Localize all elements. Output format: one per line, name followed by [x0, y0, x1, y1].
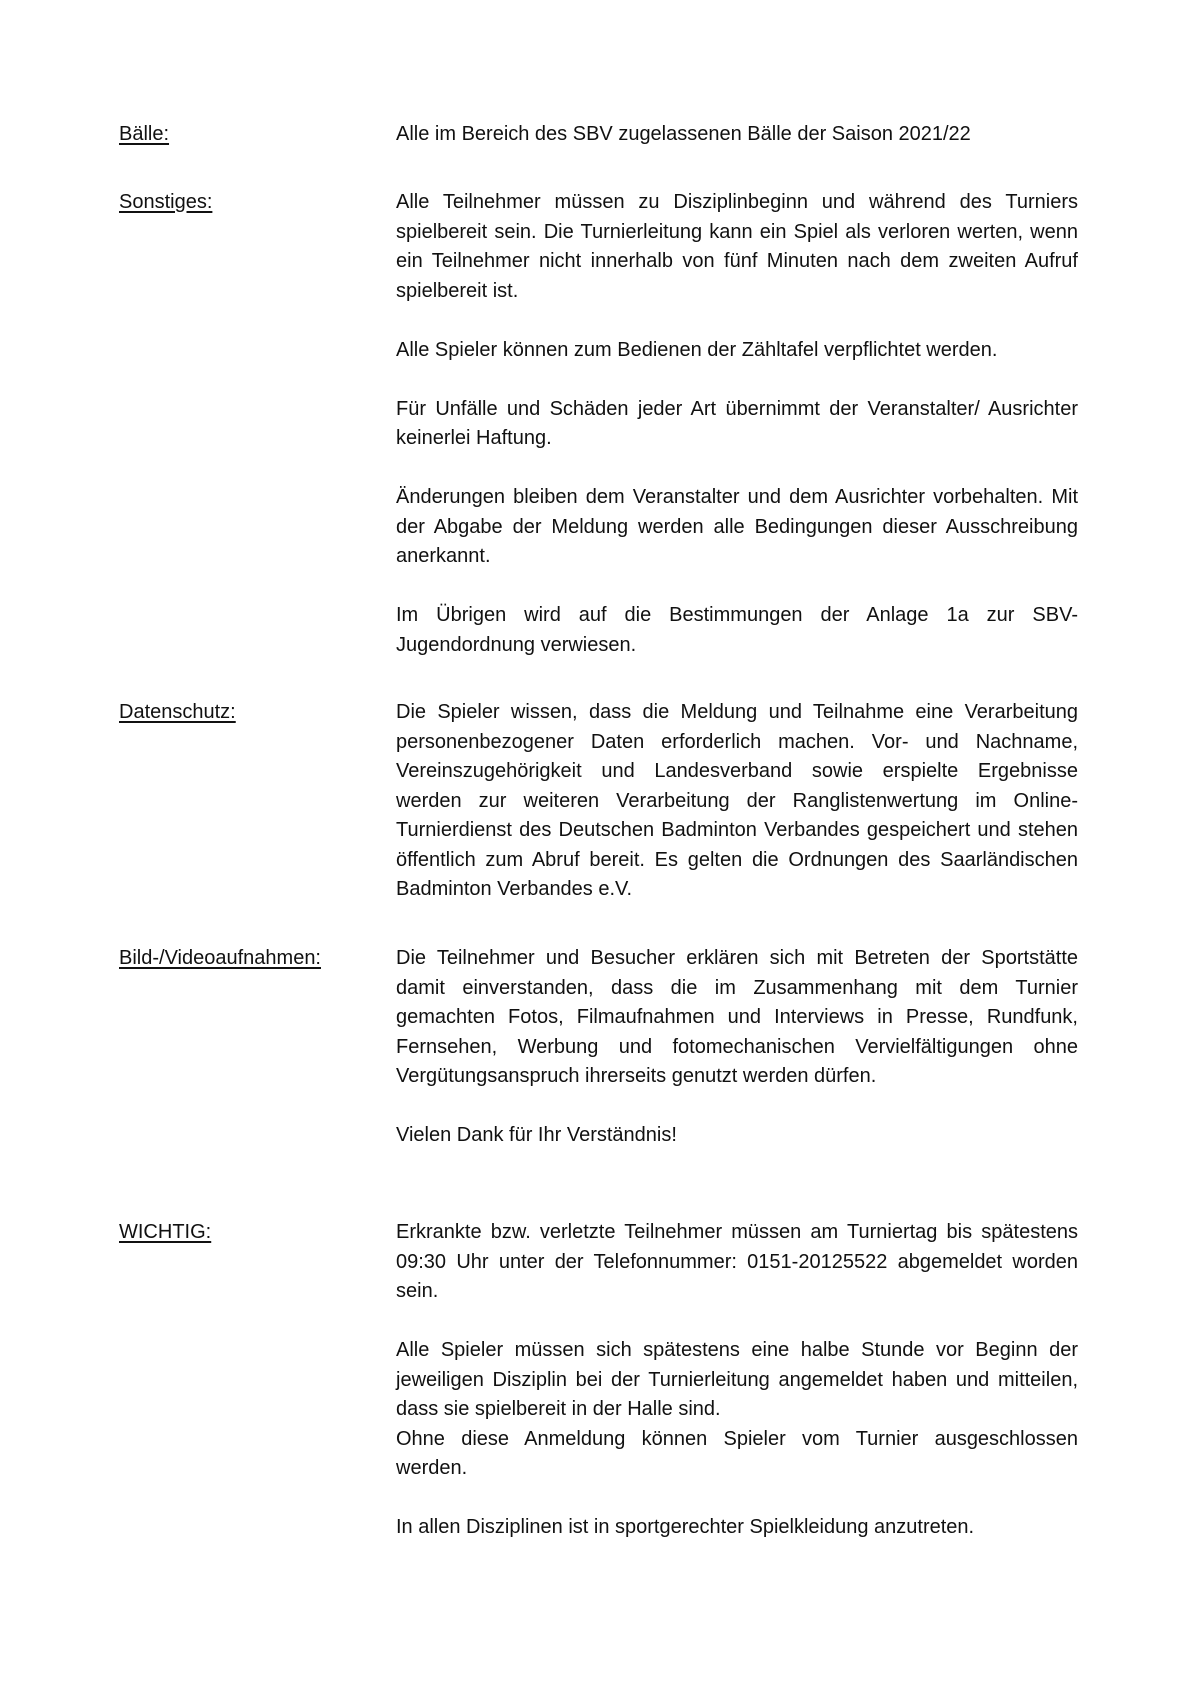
paragraph: Alle Spieler können zum Bedienen der Zähltafel verpflichtet werden. [396, 338, 998, 361]
paragraph: Alle Spieler müssen sich spätestens eine halbe Stunde vor Beginn der jeweiligen Disziplin bei der Turnierleitung angemeldet haben und mitteilen, dass sie spielbereit in der Halle sind. [396, 1339, 1078, 1420]
section-label-wichtig: WICHTIG: [119, 1221, 212, 1243]
section-label-datenschutz: Datenschutz: [119, 701, 236, 723]
paragraph: Im Übrigen wird auf die Bestimmungen der Anlage 1a zur SBV-Jugendordnung verwiesen. [396, 604, 1078, 656]
paragraph: Alle Teilnehmer müssen zu Disziplinbeginn und während des Turniers spielbereit sein. Die Turnierleitung kann ein Spiel als verloren werten, wenn ein Teilnehmer nicht innerhalb von fünf Minuten nach dem zweiten Aufruf spielbereit ist. [396, 191, 1078, 302]
paragraph: Ohne diese Anmeldung können Spieler vom Turnier ausgeschlossen werden. [396, 1427, 1078, 1479]
paragraph: Alle im Bereich des SBV zugelassenen Bälle der Saison 2021/22 [396, 123, 971, 145]
paragraph: Vielen Dank für Ihr Verständnis! [396, 1124, 677, 1146]
section-label-sonstiges: Sonstiges: [119, 191, 213, 213]
paragraph: Für Unfälle und Schäden jeder Art übernimmt der Veranstalter/ Ausrichter keinerlei Haftung. [396, 397, 1078, 449]
section-content-bildvideo [396, 944, 1078, 1151]
paragraph: Erkrankte bzw. verletzte Teilnehmer müssen am Turniertag bis spätestens 09:30 Uhr unter der Telefonnummer: 0151-20125522 abgemeldet worden sein. [396, 1221, 1078, 1302]
section-content-wichtig [396, 1218, 1078, 1543]
section-label-baelle: Bälle: [119, 123, 170, 145]
paragraph: Änderungen bleiben dem Veranstalter und dem Ausrichter vorbehalten. Mit der Abgabe der Meldung werden alle Bedingungen dieser Ausschreibung anerkannt. [396, 486, 1078, 567]
paragraph: Die Spieler wissen, dass die Meldung und Teilnahme eine Verarbeitung personenbezogener Daten erforderlich machen. Vor- und Nachname, Vereinszugehörigkeit und Landesverband sowie erspielte Ergebnisse werden zur weiteren Verarbeitung der Ranglistenwertung im Online-Turnierdienst des Deutschen Badminton Verbandes gespeichert und stehen öffentlich zum Abruf bereit. Es gelten die Ordnungen des Saarländischen Badminton Verbandes e.V. [396, 701, 1078, 900]
section-content-sonstiges [396, 188, 1078, 660]
section-label-bildvideo: Bild-/Videoaufnahmen: [119, 947, 321, 969]
paragraph: Die Teilnehmer und Besucher erklären sich mit Betreten der Sportstätte damit einverstanden, dass die im Zusammenhang mit dem Turnier gemachten Fotos, Filmaufnahmen und Interviews in Presse, Rundfunk, Fernsehen, Werbung und fotomechanischen Vervielfältigungen ohne Vergütungsanspruch ihrerseits genutzt werden dürfen. [396, 947, 1078, 1087]
section-content-baelle [396, 120, 1078, 150]
section-content-datenschutz [396, 698, 1078, 905]
paragraph: In allen Disziplinen ist in sportgerechter Spielkleidung anzutreten. [396, 1516, 975, 1538]
